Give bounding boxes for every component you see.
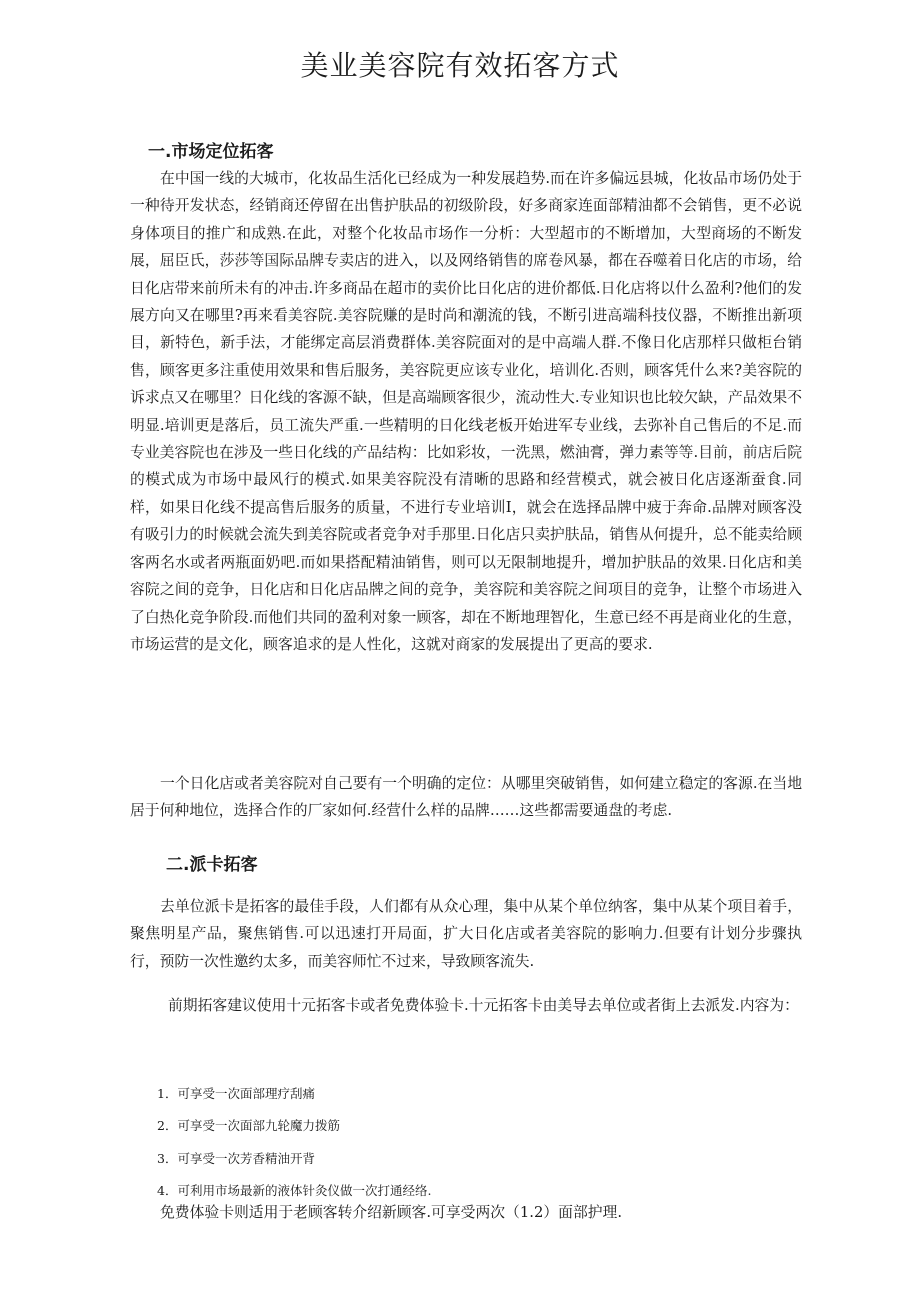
paragraph-free-trial-card: 免费体验卡则适用于老顾客转介绍新顾客.可享受两次（1.2）面部护理. <box>160 1204 623 1221</box>
section-heading-market-positioning: 一.市场定位拓客 <box>148 142 274 162</box>
list-item: 1．可享受一次面部理疗刮痛 <box>157 1086 315 1101</box>
paragraph-card-types: 前期拓客建议使用十元拓客卡或者免费体验卡.十元拓客卡由美导去单位或者街上去派发.内容为： <box>168 997 799 1014</box>
section-heading-card-distribution: 二.派卡拓客 <box>166 855 258 875</box>
paragraph-market-analysis: 在中国一线的大城市，化妆品生活化已经成为一种发展趋势.而在许多偏远县城，化妆品市场仍处于一种待开发状态，经销商还停留在出售护肤品的初级阶段，好多商家连面部精油都不会销售，更不必说身体项目的推广和成熟.在此，对整个化妆品市场作一分析：大型超市的不断增加，大型商场的不断发展，屈臣氏，莎莎等国际品牌专卖店的进入，以及网络销售的席卷风暴，都在吞噬着日化店的市场，给日化店带来前所未有的冲击.许多商品在超市的卖价比日化店的进价都低.日化店将以什么盈利?他们的发展方向又在哪里?再来看美容院.美容院赚的是时尚和潮流的钱，不断引进高端科技仪器，不断推出新项目，新特色，新手法，才能绑定高层消费群体.美容院面对的是中高端人群.不像日化店那样只做柜台销售，顾客更多注重使用效果和售后服务，美容院更应该专业化，培训化.否则，顾客凭什么来?美容院的诉求点又在哪里？日化线的客源不缺，但是高端顾客很少，流动性大.专业知识也比较欠缺，产品效果不明显.培训更是落后，员工流失严重.一些精明的日化线老板开始进军专业线，去弥补自己售后的不足.而专业美容院也在涉及一些日化线的产品结构：比如彩妆，一洗黑，燃油膏，弹力素等等.目前，前店后院的模式成为市场中最风行的模式.如果美容院没有清晰的思路和经营模式，就会被日化店逐渐蚕食.同样，如果日化线不提高售后服务的质量，不进行专业培训I，就会在选择品牌中疲于奔命.品牌对顾客没有吸引力的时候就会流失到美容院或者竞争对手那里.日化店只卖护肤品，销售从何提升，总不能卖给顾客两名水或者两瓶面奶吧.而如果搭配精油销售，则可以无限制地提升，增加护肤品的效果.日化店和美容院之间的竞争，日化店和日化店品牌之间的竞争，美容院和美容院之间项目的竞争，让整个市场进入了白热化竞争阶段.而他们共同的盈利对象一顾客，却在不断地理智化，生意已经不再是商业化的生意，市场运营的是文化，顾客追求的是人性化，这就对商家的发展提出了更高的要求. <box>130 170 802 653</box>
paragraph-card-distribution: 去单位派卡是拓客的最佳手段，人们都有从众心理，集中从某个单位纳客，集中从某个项目着手，聚焦明星产品，聚焦销售.可以迅速打开局面，扩大日化店或者美容院的影响力.但要有计划分步骤执行，预防一次性邀约太多，而美容师忙不过来，导致顾客流失. <box>130 898 802 970</box>
list-item: 2．可享受一次面部九轮魔力拨筋 <box>157 1118 340 1134</box>
paragraph-positioning: 一个日化店或者美容院对自己要有一个明确的定位：从哪里突破销售，如何建立稳定的客源.在当地居于何种地位，选择合作的厂家如何.经营什么样的品牌……这些都需要通盘的考虑. <box>130 775 802 820</box>
page-title: 美业美容院有效拓客方式 <box>300 49 620 82</box>
list-item: 4．可利用市场最新的液体针灸仪做一次打通经络. <box>157 1182 432 1198</box>
list-item: 3．可享受一次芳香精油开背 <box>157 1150 315 1166</box>
card-benefits-list <box>157 1084 431 1213</box>
